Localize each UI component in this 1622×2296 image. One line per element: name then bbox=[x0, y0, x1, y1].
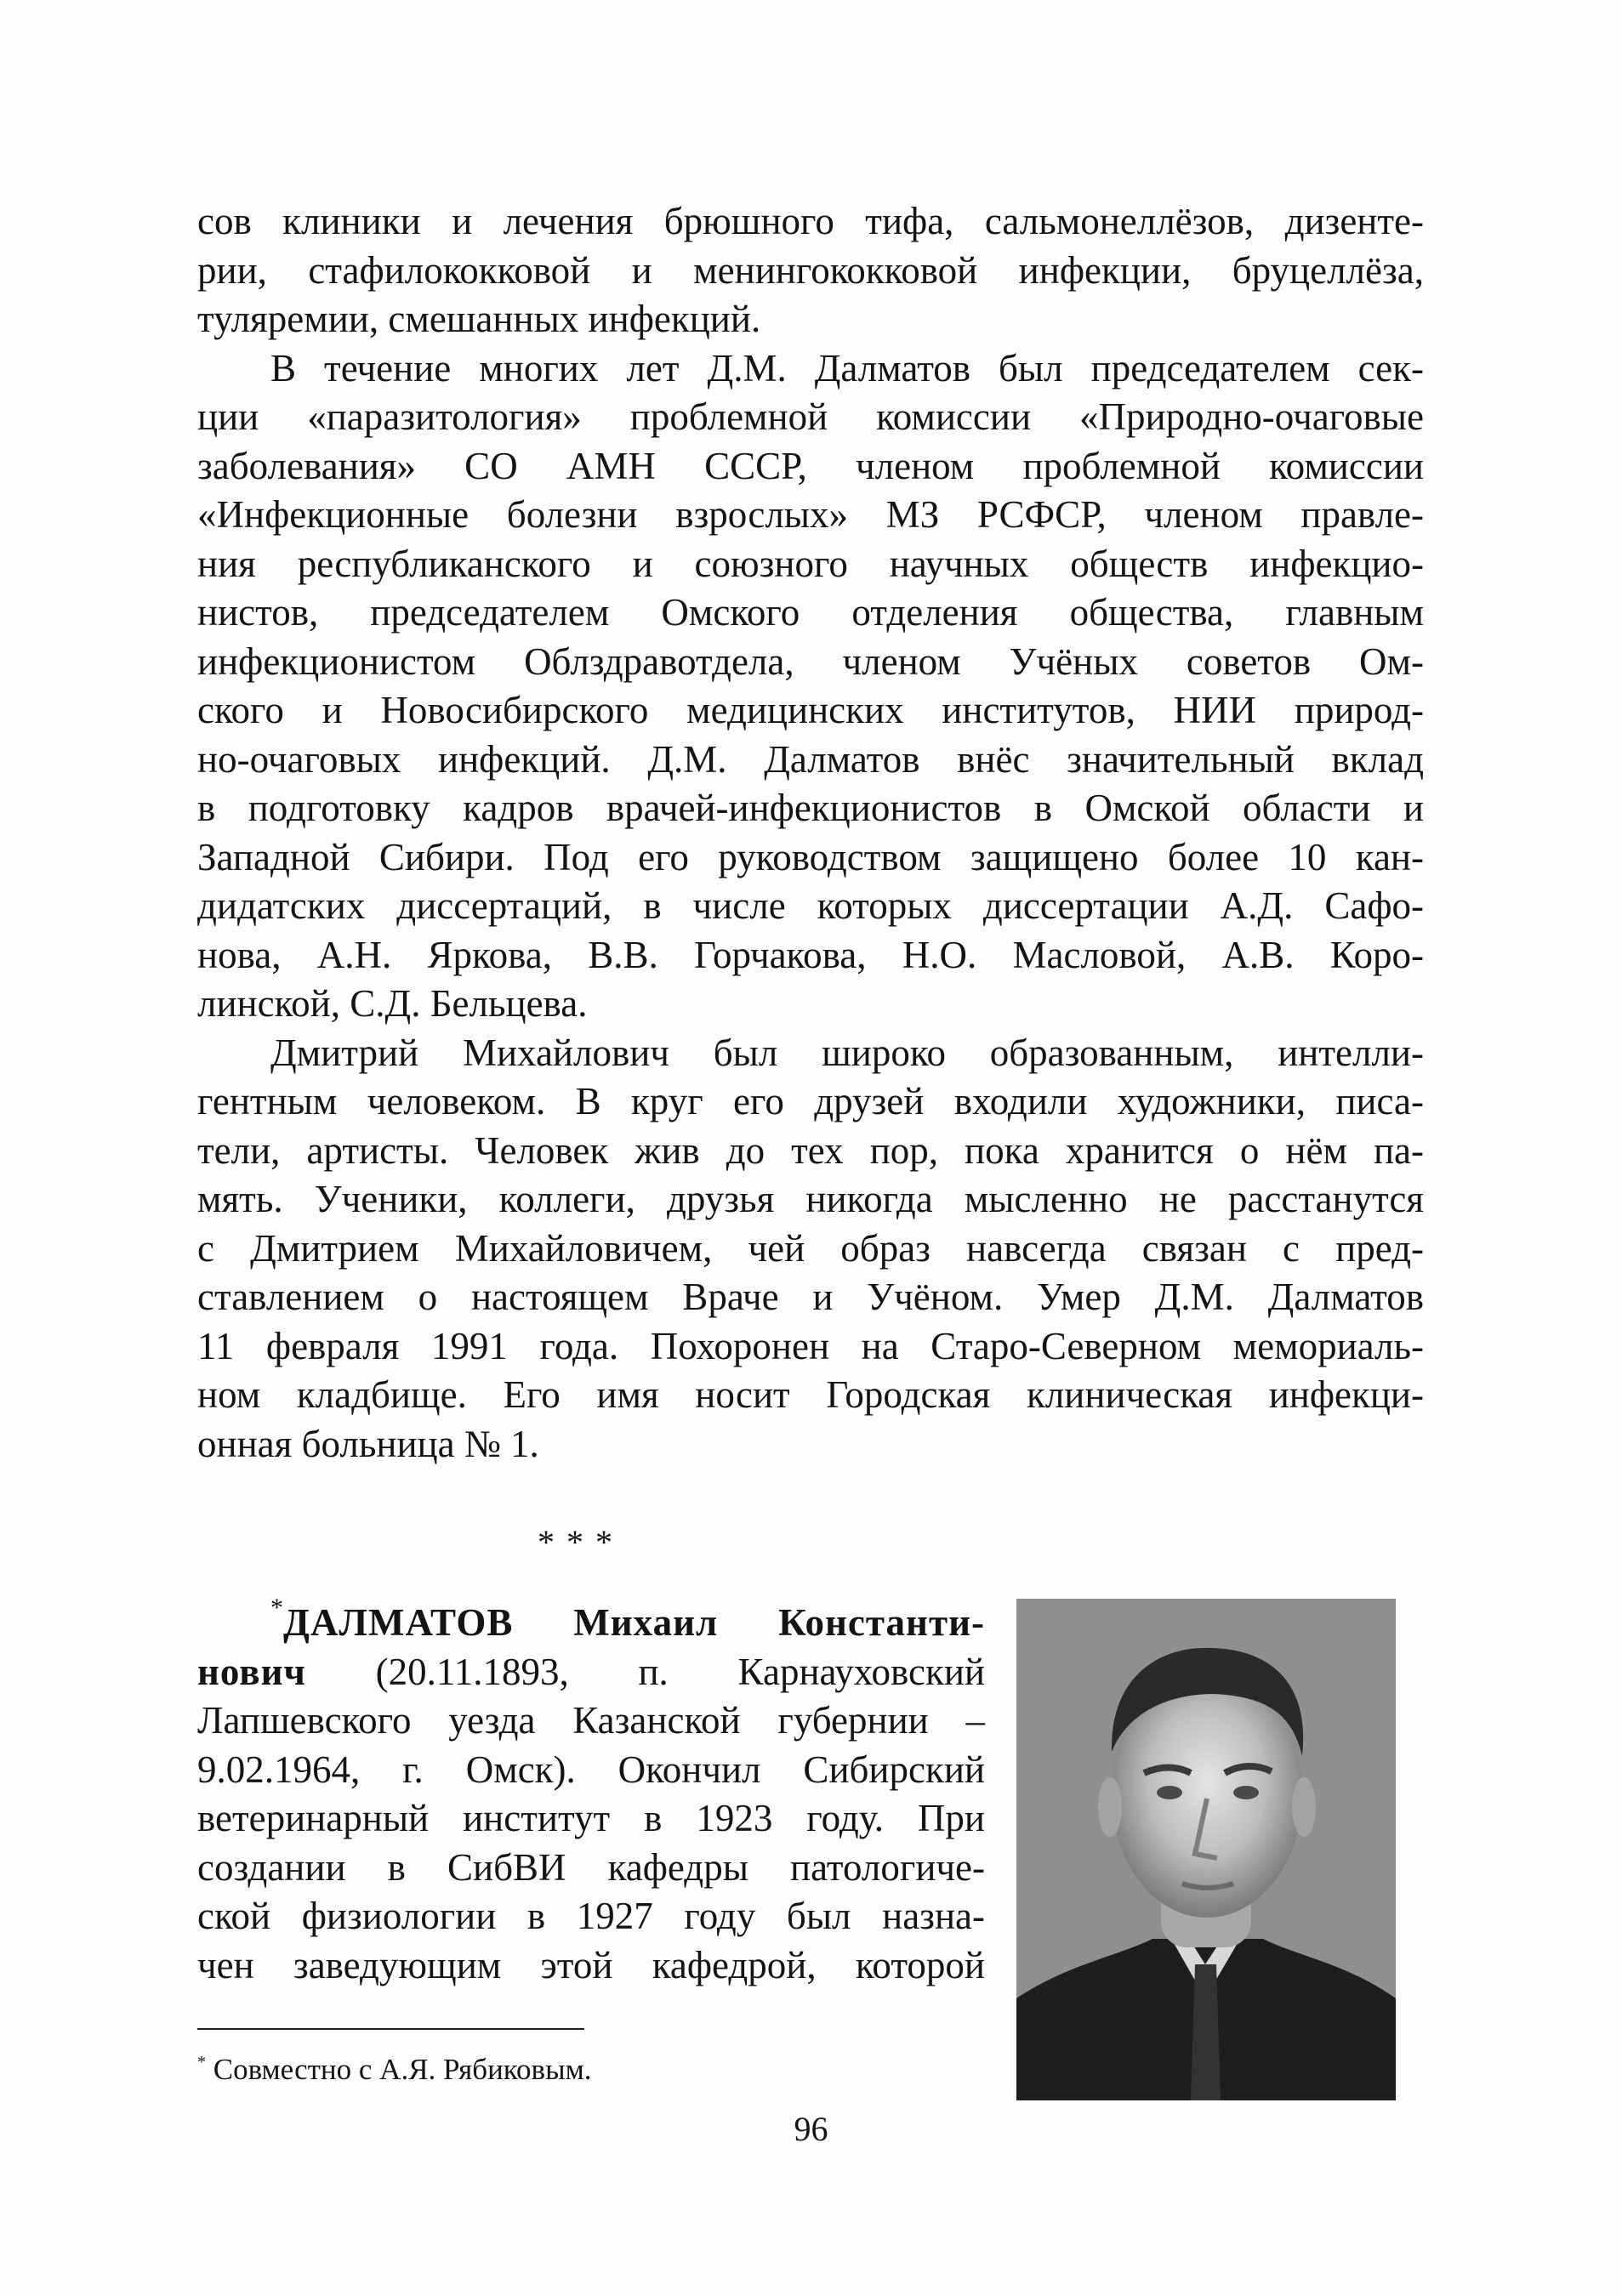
bio-line: Лапшевского уезда Казанской губернии – bbox=[197, 1699, 985, 1742]
text-line: ния республиканского и союзного научных обществ инфекцио- bbox=[197, 542, 1424, 585]
footnote-divider bbox=[197, 2028, 584, 2030]
bio-heading-line bbox=[197, 1594, 985, 1648]
bio-line: создании в СибВИ кафедры патологиче- bbox=[197, 1845, 985, 1889]
text-line: нистов, председателем Омского отделения общества, главным bbox=[197, 591, 1424, 634]
bio-line: чен заведующим этой кафедрой, которой bbox=[197, 1943, 985, 1986]
text-line: онная больница № 1. bbox=[197, 1422, 539, 1465]
text-line: дидатских диссертаций, в числе которых диссертации А.Д. Сафо- bbox=[197, 884, 1424, 927]
text-line: сов клиники и лечения брюшного тифа, сальмонеллёзов, дизенте- bbox=[197, 200, 1424, 242]
bio-name-part2: нович bbox=[197, 1650, 306, 1693]
text-line: Дмитрий Михайлович был широко образованным, интелли- bbox=[270, 1031, 1424, 1074]
main-text bbox=[197, 197, 1424, 1469]
text-line: инфекционистом Облздравотдела, членом Учёных советов Ом- bbox=[197, 639, 1424, 683]
bio-line: 9.02.1964, г. Омск). Окончил Сибирский bbox=[197, 1748, 985, 1791]
bio-line bbox=[197, 1648, 985, 1697]
page-number: 96 bbox=[794, 2110, 828, 2148]
text-line: Западной Сибири. Под его руководством защищено более 10 кан- bbox=[197, 835, 1424, 878]
text-line: В течение многих лет Д.М. Далматов был председателем сек- bbox=[270, 346, 1424, 389]
biography-entry bbox=[197, 1594, 985, 1990]
text-line: ского и Новосибирского медицинских институтов, НИИ природ- bbox=[197, 689, 1424, 731]
text-line: туляремии, смешанных инфекций. bbox=[197, 298, 761, 340]
text-line: с Дмитрием Михайловичем, чей образ навсегда связан с пред- bbox=[197, 1226, 1424, 1270]
text-line: тели, артисты. Человек жив до тех пор, пока хранится о нём па- bbox=[197, 1128, 1424, 1172]
text-line: рии, стафилококковой и менингококковой инфекции, бруцеллёза, bbox=[197, 248, 1424, 292]
portrait-silhouette-icon bbox=[1016, 1599, 1396, 2100]
text-line: но-очаговых инфекций. Д.М. Далматов внёс значительный вклад bbox=[197, 737, 1424, 781]
bio-name-part1: ДАЛМАТОВ Михаил Константи- bbox=[283, 1601, 985, 1644]
footnote-mark: * bbox=[197, 2053, 206, 2072]
bio-line: ской физиологии в 1927 году был назна- bbox=[197, 1895, 985, 1937]
bio-birth-info: (20.11.1893, п. Карнауховский bbox=[305, 1650, 985, 1693]
section-separator: *** bbox=[538, 1523, 624, 1561]
text-line: 11 февраля 1991 года. Похоронен на Старо-Северном мемориаль- bbox=[197, 1324, 1424, 1367]
footnote-marker: * bbox=[270, 1594, 283, 1622]
footnote-text: Совместно с А.Я. Рябиковым. bbox=[206, 2053, 592, 2086]
text-line: ставлением о настоящем Враче и Учёном. Умер Д.М. Далматов bbox=[197, 1276, 1424, 1318]
footnote bbox=[197, 2053, 591, 2087]
text-line: «Инфекционные болезни взрослых» МЗ РСФСР, членом правле- bbox=[197, 493, 1424, 536]
text-line: нова, А.Н. Яркова, В.В. Горчакова, Н.О. Масловой, А.В. Коро- bbox=[197, 933, 1424, 976]
text-line: ции «паразитология» проблемной комиссии «Природно-очаговые bbox=[197, 395, 1424, 438]
text-line: в подготовку кадров врачей-инфекционистов в Омской области и bbox=[197, 787, 1424, 829]
text-line: гентным человеком. В круг его друзей входили художники, писа- bbox=[197, 1080, 1424, 1122]
text-line: мять. Ученики, коллеги, друзья никогда мысленно не расстанутся bbox=[197, 1178, 1424, 1220]
text-line: линской, С.Д. Бельцева. bbox=[197, 982, 588, 1025]
text-line: заболевания» СО АМН СССР, членом проблемной комиссии bbox=[197, 444, 1424, 487]
text-line: ном кладбище. Его имя носит Городская клиническая инфекци- bbox=[197, 1373, 1424, 1416]
bio-line: ветеринарный институт в 1923 году. При bbox=[197, 1797, 985, 1839]
portrait-photo bbox=[1016, 1599, 1396, 2100]
